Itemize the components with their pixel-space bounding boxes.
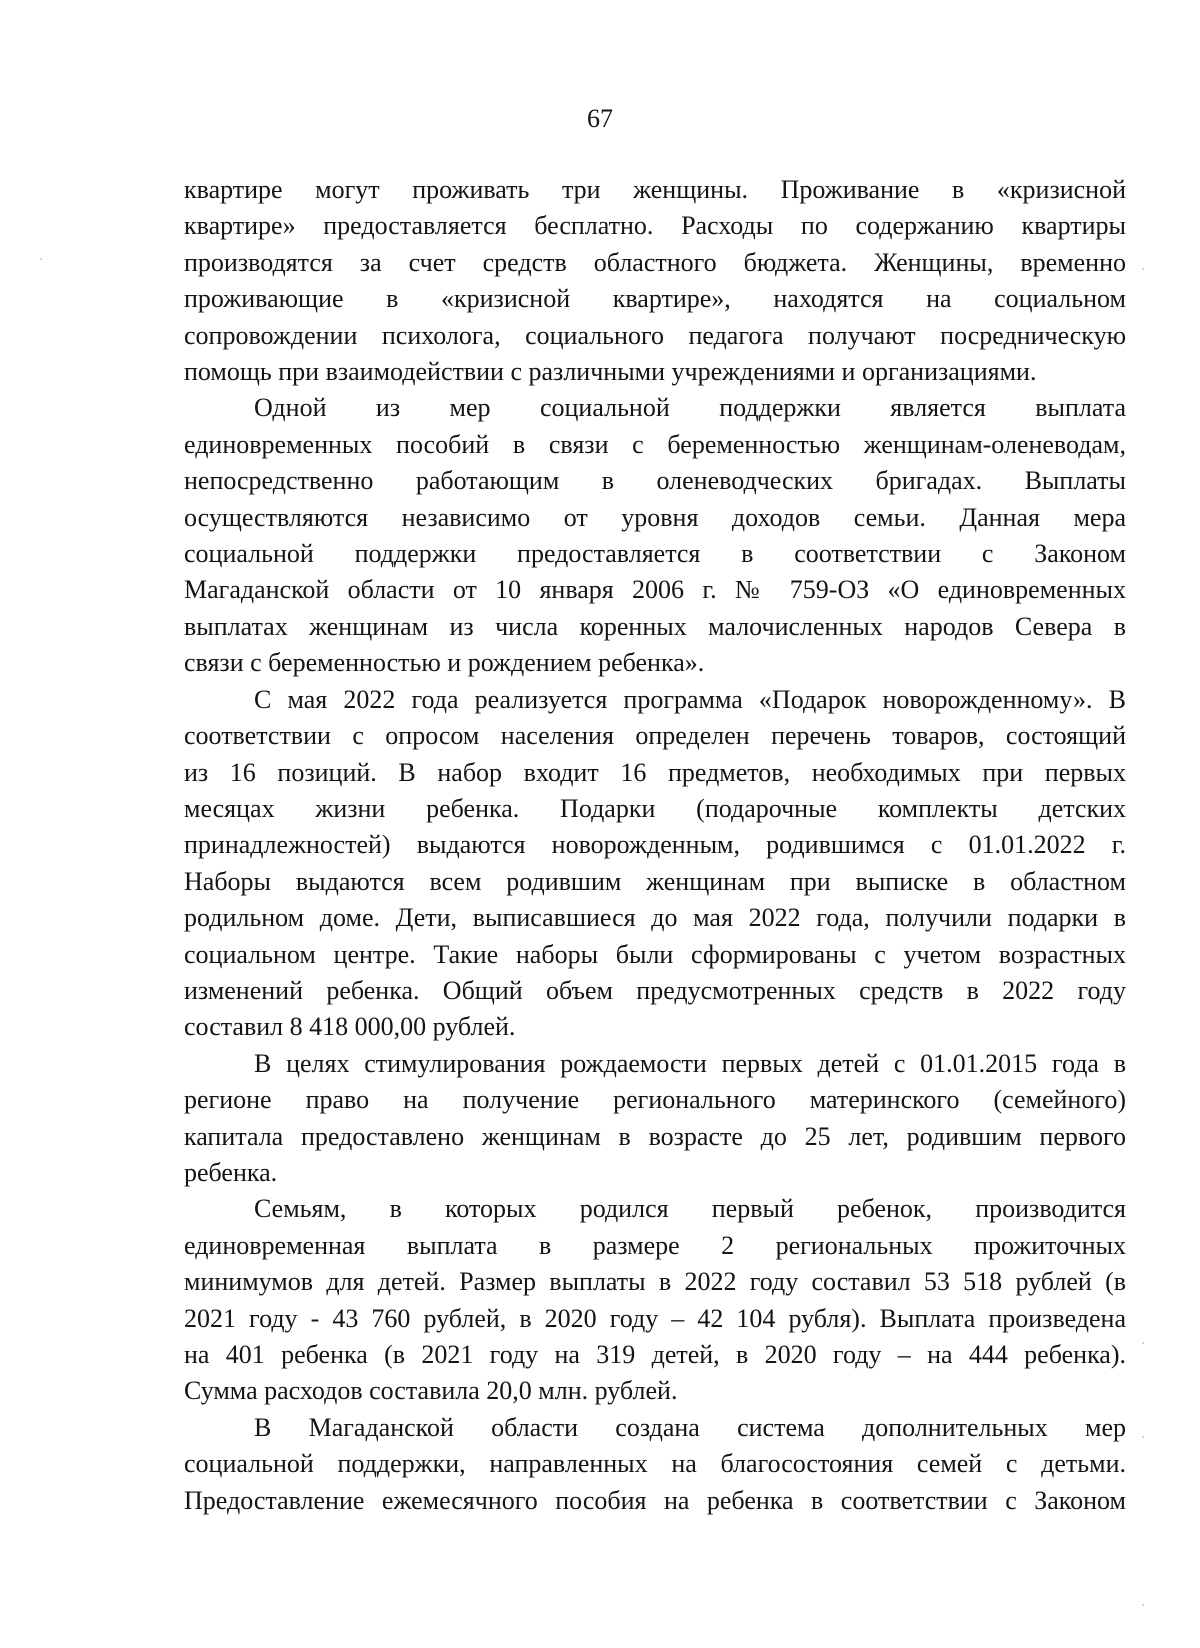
text-line: проживающие в «кризисной квартире», находятся на социальном — [184, 284, 1126, 314]
text-line: социальной поддержки, направленных на благосостояния семей с детьми. — [184, 1449, 1126, 1479]
text-line: на 401 ребенка (в 2021 году на 319 детей, в 2020 году – на 444 ребенка). — [184, 1340, 1126, 1369]
text-line: квартире» предоставляется бесплатно. Расходы по содержанию квартиры — [184, 211, 1126, 241]
scan-speck — [1142, 1436, 1144, 1438]
text-line: Предоставление ежемесячного пособия на ребенка в соответствии с Законом — [184, 1485, 1126, 1515]
text-line: социальном центре. Такие наборы были сформированы с учетом возрастных — [184, 939, 1126, 969]
paragraph-additional-support — [184, 1410, 1126, 1519]
text-line: Магаданской области от 10 января 2006 г. № 759-ОЗ «О единовременных — [184, 575, 1126, 605]
text-line: из 16 позиций. В набор входит 16 предметов, необходимых при первых — [184, 757, 1126, 787]
text-line: единовременная выплата в размере 2 региональных прожиточных — [184, 1230, 1126, 1260]
text-line: принадлежностей) выдаются новорожденным, родившимся с 01.01.2022 г. — [184, 830, 1126, 860]
text-line: связи с беременностью и рождением ребенка». — [184, 648, 705, 678]
scan-speck — [40, 258, 42, 260]
scan-speck — [1142, 1604, 1144, 1606]
text-line: помощь при взаимодействии с различными учреждениями и организациями. — [184, 357, 1037, 387]
scan-speck — [1142, 268, 1144, 270]
text-line: месяцах жизни ребенка. Подарки (подарочные комплекты детских — [184, 793, 1126, 823]
text-line: В целях стимулирования рождаемости первых детей с 01.01.2015 года в — [254, 1048, 1126, 1078]
text-line: Одной из мер социальной поддержки является выплата — [254, 393, 1126, 423]
text-line: Сумма расходов составила 20,0 млн. рублей. — [184, 1376, 678, 1406]
text-line: осуществляются независимо от уровня доходов семьи. Данная мера — [184, 502, 1126, 532]
text-line: 2021 году - 43 760 рублей, в 2020 году – 42 104 рубля). Выплата произведена — [184, 1303, 1126, 1333]
text-line: изменений ребенка. Общий объем предусмотренных средств в 2022 году — [184, 975, 1126, 1005]
text-line: В Магаданской области создана система дополнительных мер — [254, 1412, 1126, 1442]
paragraph-newborn-gift — [184, 682, 1126, 1046]
paragraph-pregnancy-allowance — [184, 390, 1126, 681]
text-line: сопровождении психолога, социального педагога получают посредническую — [184, 320, 1126, 350]
text-line: производятся за счет средств областного бюджета. Женщины, временно — [184, 247, 1126, 277]
scan-speck — [1142, 1342, 1144, 1344]
text-line: минимумов для детей. Размер выплаты в 2022 году составил 53 518 рублей (в — [184, 1267, 1126, 1297]
text-line: ребенка. — [184, 1157, 278, 1187]
paragraph-maternity-capital — [184, 1046, 1126, 1192]
text-line: составил 8 418 000,00 рублей. — [184, 1012, 516, 1042]
page-number: 67 — [587, 104, 613, 133]
text-line: выплатах женщинам из числа коренных малочисленных народов Севера в — [184, 611, 1126, 641]
body-text — [184, 172, 1126, 1519]
text-line: единовременных пособий в связи с беременностью женщинам-оленеводам, — [184, 429, 1126, 459]
text-line: Семьям, в которых родился первый ребенок, производится — [254, 1194, 1126, 1224]
text-line: С мая 2022 года реализуется программа «Подарок новорожденному». В — [254, 684, 1126, 714]
paragraph-first-child-payment — [184, 1191, 1126, 1409]
text-line: квартире могут проживать три женщины. Проживание в «кризисной — [184, 175, 1126, 204]
text-line: соответствии с опросом населения определен перечень товаров, состоящий — [184, 721, 1126, 751]
text-line: родильном доме. Дети, выписавшиеся до мая 2022 года, получили подарки в — [184, 903, 1126, 933]
paragraph-crisis-apartment — [184, 172, 1126, 390]
text-line: капитала предоставлено женщинам в возрасте до 25 лет, родившим первого — [184, 1121, 1126, 1151]
text-line: Наборы выдаются всем родившим женщинам при выписке в областном — [184, 866, 1126, 896]
text-line: непосредственно работающим в оленеводческих бригадах. Выплаты — [184, 466, 1126, 496]
text-line: социальной поддержки предоставляется в соответствии с Законом — [184, 539, 1126, 569]
text-line: регионе право на получение регионального материнского (семейного) — [184, 1085, 1126, 1115]
